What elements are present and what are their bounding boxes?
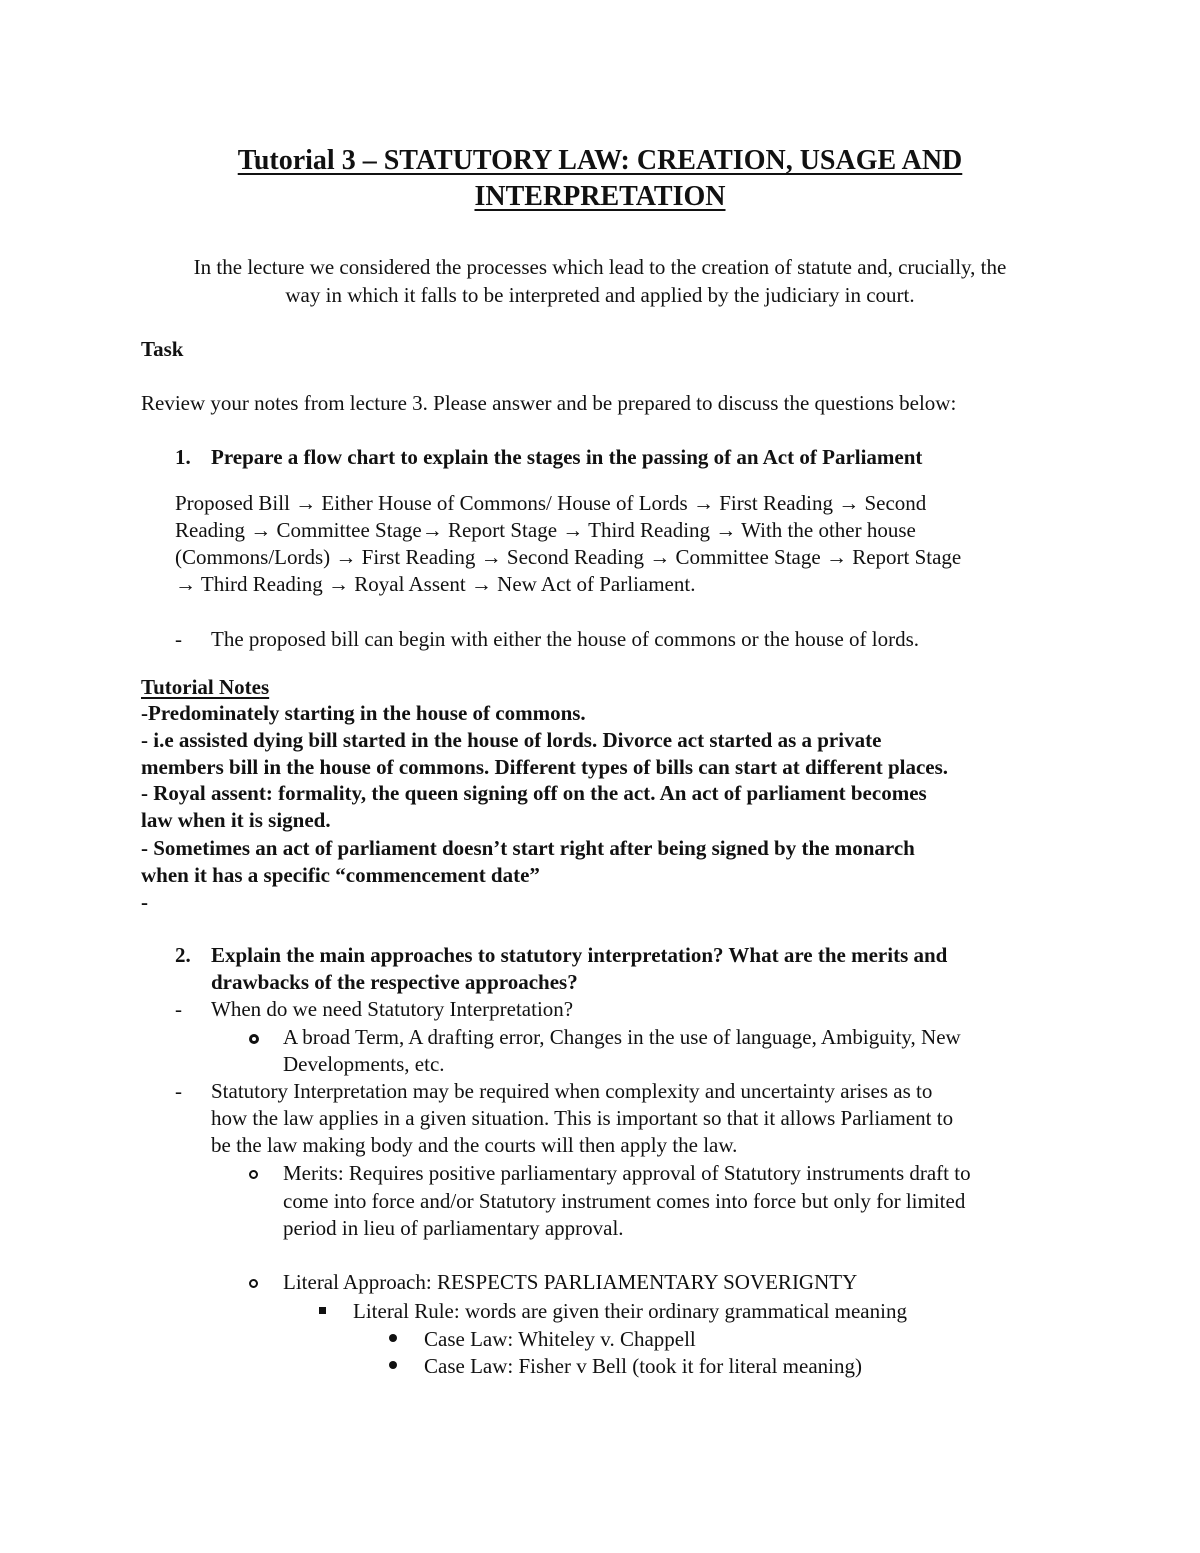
question-1-text: Prepare a flow chart to explain the stages in the passing of an Act of Parliament — [211, 445, 923, 469]
tutorial-note-line-1: -Predominately starting in the house of commons. — [141, 701, 586, 725]
circle-bullet-icon — [249, 1034, 259, 1044]
flow-line-1: Proposed Bill → Either House of Commons/ House of Lords → First Reading → Second — [175, 491, 927, 515]
dot-bullet-icon — [389, 1334, 397, 1342]
flow-line-4: → Third Reading → Royal Assent → New Act of Parliament. — [175, 572, 696, 596]
merits-line-3: period in lieu of parliamentary approval. — [283, 1216, 624, 1240]
dot-bullet-icon — [389, 1361, 397, 1369]
flow-line-2: Reading → Committee Stage→ Report Stage → Third Reading → With the other house — [175, 518, 916, 542]
page-title-line-2: INTERPRETATION — [474, 181, 726, 212]
question-2-text-line-2: drawbacks of the respective approaches? — [211, 970, 578, 994]
tutorial-notes-heading: Tutorial Notes — [141, 675, 270, 699]
tutorial-note-line-6: - Sometimes an act of parliament doesn’t start right after being signed by the monarch — [141, 836, 915, 860]
explanation-dash: - — [175, 1079, 182, 1103]
tutorial-note-line-3: members bill in the house of commons. Different types of bills can start at different places. — [141, 755, 949, 779]
explanation-line-2: how the law applies in a given situation. This is important so that it allows Parliament to — [211, 1106, 954, 1130]
merits-line-1: Merits: Requires positive parliamentary approval of Statutory instruments draft to — [283, 1161, 971, 1185]
question-2-text-line-1: Explain the main approaches to statutory interpretation? What are the merits and — [211, 943, 948, 967]
literal-approach: Literal Approach: RESPECTS PARLIAMENTARY SOVERIGNTY — [283, 1270, 858, 1294]
tutorial-note-line-2: - i.e assisted dying bill started in the house of lords. Divorce act started as a private — [141, 728, 882, 752]
question-2-number: 2. — [175, 943, 191, 967]
q1-note-dash: - — [175, 627, 182, 651]
q1-note: The proposed bill can begin with either the house of commons or the house of lords. — [211, 627, 920, 651]
literal-rule: Literal Rule: words are given their ordinary grammatical meaning — [353, 1299, 907, 1323]
task-text: Review your notes from lecture 3. Please answer and be prepared to discuss the questions below: — [141, 391, 957, 415]
merits-line-2: come into force and/or Statutory instrument comes into force but only for limited — [283, 1189, 966, 1213]
tutorial-note-line-5: law when it is signed. — [141, 808, 331, 832]
reasons-line-2: Developments, etc. — [283, 1052, 445, 1076]
intro-line-1: In the lecture we considered the processes which lead to the creation of statute and, crucially, the — [193, 255, 1007, 279]
explanation-line-1: Statutory Interpretation may be required when complexity and uncertainty arises as to — [211, 1079, 933, 1103]
task-heading: Task — [141, 337, 184, 361]
when-needed-dash: - — [175, 997, 182, 1021]
tutorial-note-line-4: - Royal assent: formality, the queen signing off on the act. An act of parliament becomes — [141, 781, 927, 805]
circle-bullet-icon — [249, 1279, 258, 1288]
circle-bullet-icon — [249, 1170, 258, 1179]
case-law-1: Case Law: Whiteley v. Chappell — [424, 1327, 696, 1351]
tutorial-note-line-8: - — [141, 890, 148, 914]
square-bullet-icon — [319, 1307, 326, 1314]
when-needed-text: When do we need Statutory Interpretation? — [211, 997, 574, 1021]
question-1-number: 1. — [175, 445, 191, 469]
case-law-2: Case Law: Fisher v Bell (took it for literal meaning) — [424, 1354, 862, 1378]
tutorial-note-line-7: when it has a specific “commencement date” — [141, 863, 540, 887]
flow-line-3: (Commons/Lords) → First Reading → Second Reading → Committee Stage → Report Stage — [175, 545, 962, 569]
reasons-line-1: A broad Term, A drafting error, Changes in the use of language, Ambiguity, New — [283, 1025, 961, 1049]
intro-line-2: way in which it falls to be interpreted and applied by the judiciary in court. — [285, 283, 915, 307]
page-title-line-1: Tutorial 3 – STATUTORY LAW: CREATION, USAGE AND — [237, 145, 963, 176]
explanation-line-3: be the law making body and the courts will then apply the law. — [211, 1133, 738, 1157]
